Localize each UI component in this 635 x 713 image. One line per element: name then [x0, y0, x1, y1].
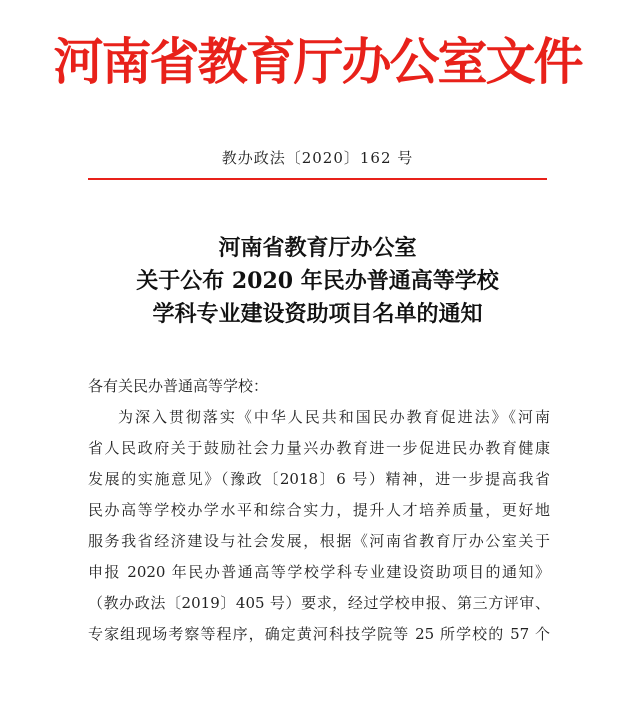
- body-line-4: 民办高等学校办学水平和综合实力，提升人才培养质量，更好地: [88, 501, 550, 519]
- body-line-6: 申报 2020 年民办普通高等学校学科专业建设资助项目的通知》: [88, 563, 550, 581]
- title-line-3: 学科专业建设资助项目名单的通知: [152, 301, 483, 327]
- title-line-2: 关于公布 2020 年民办普通高等学校: [136, 268, 499, 294]
- body-line-5: 服务我省经济建设与社会发展，根据《河南省教育厅办公室关于: [88, 532, 550, 550]
- body-line-2: 省人民政府关于鼓励社会力量兴办教育进一步促进民办教育健康: [88, 439, 550, 457]
- document-number: 教办政法〔2020〕162 号: [221, 149, 414, 167]
- title-line-1: 河南省教育厅办公室: [218, 235, 417, 261]
- notice-body: [88, 371, 550, 650]
- body-line-7: （教办政法〔2019〕405 号）要求，经过学校申报、第三方评审、: [88, 594, 550, 612]
- masthead-divider: [88, 178, 547, 180]
- document-masthead: 河南省教育厅办公室文件: [53, 32, 582, 91]
- body-line-8: 专家组现场考察等程序，确定黄河科技学院等 25 所学校的 57 个: [88, 625, 550, 643]
- notice-title: [0, 232, 635, 331]
- body-line-3: 发展的实施意见》（豫政〔2018〕6 号）精神，进一步提高我省: [88, 470, 550, 488]
- body-line-1: 为深入贯彻落实《中华人民共和国民办教育促进法》《河南: [118, 408, 550, 426]
- salutation: 各有关民办普通高等学校：: [88, 377, 269, 395]
